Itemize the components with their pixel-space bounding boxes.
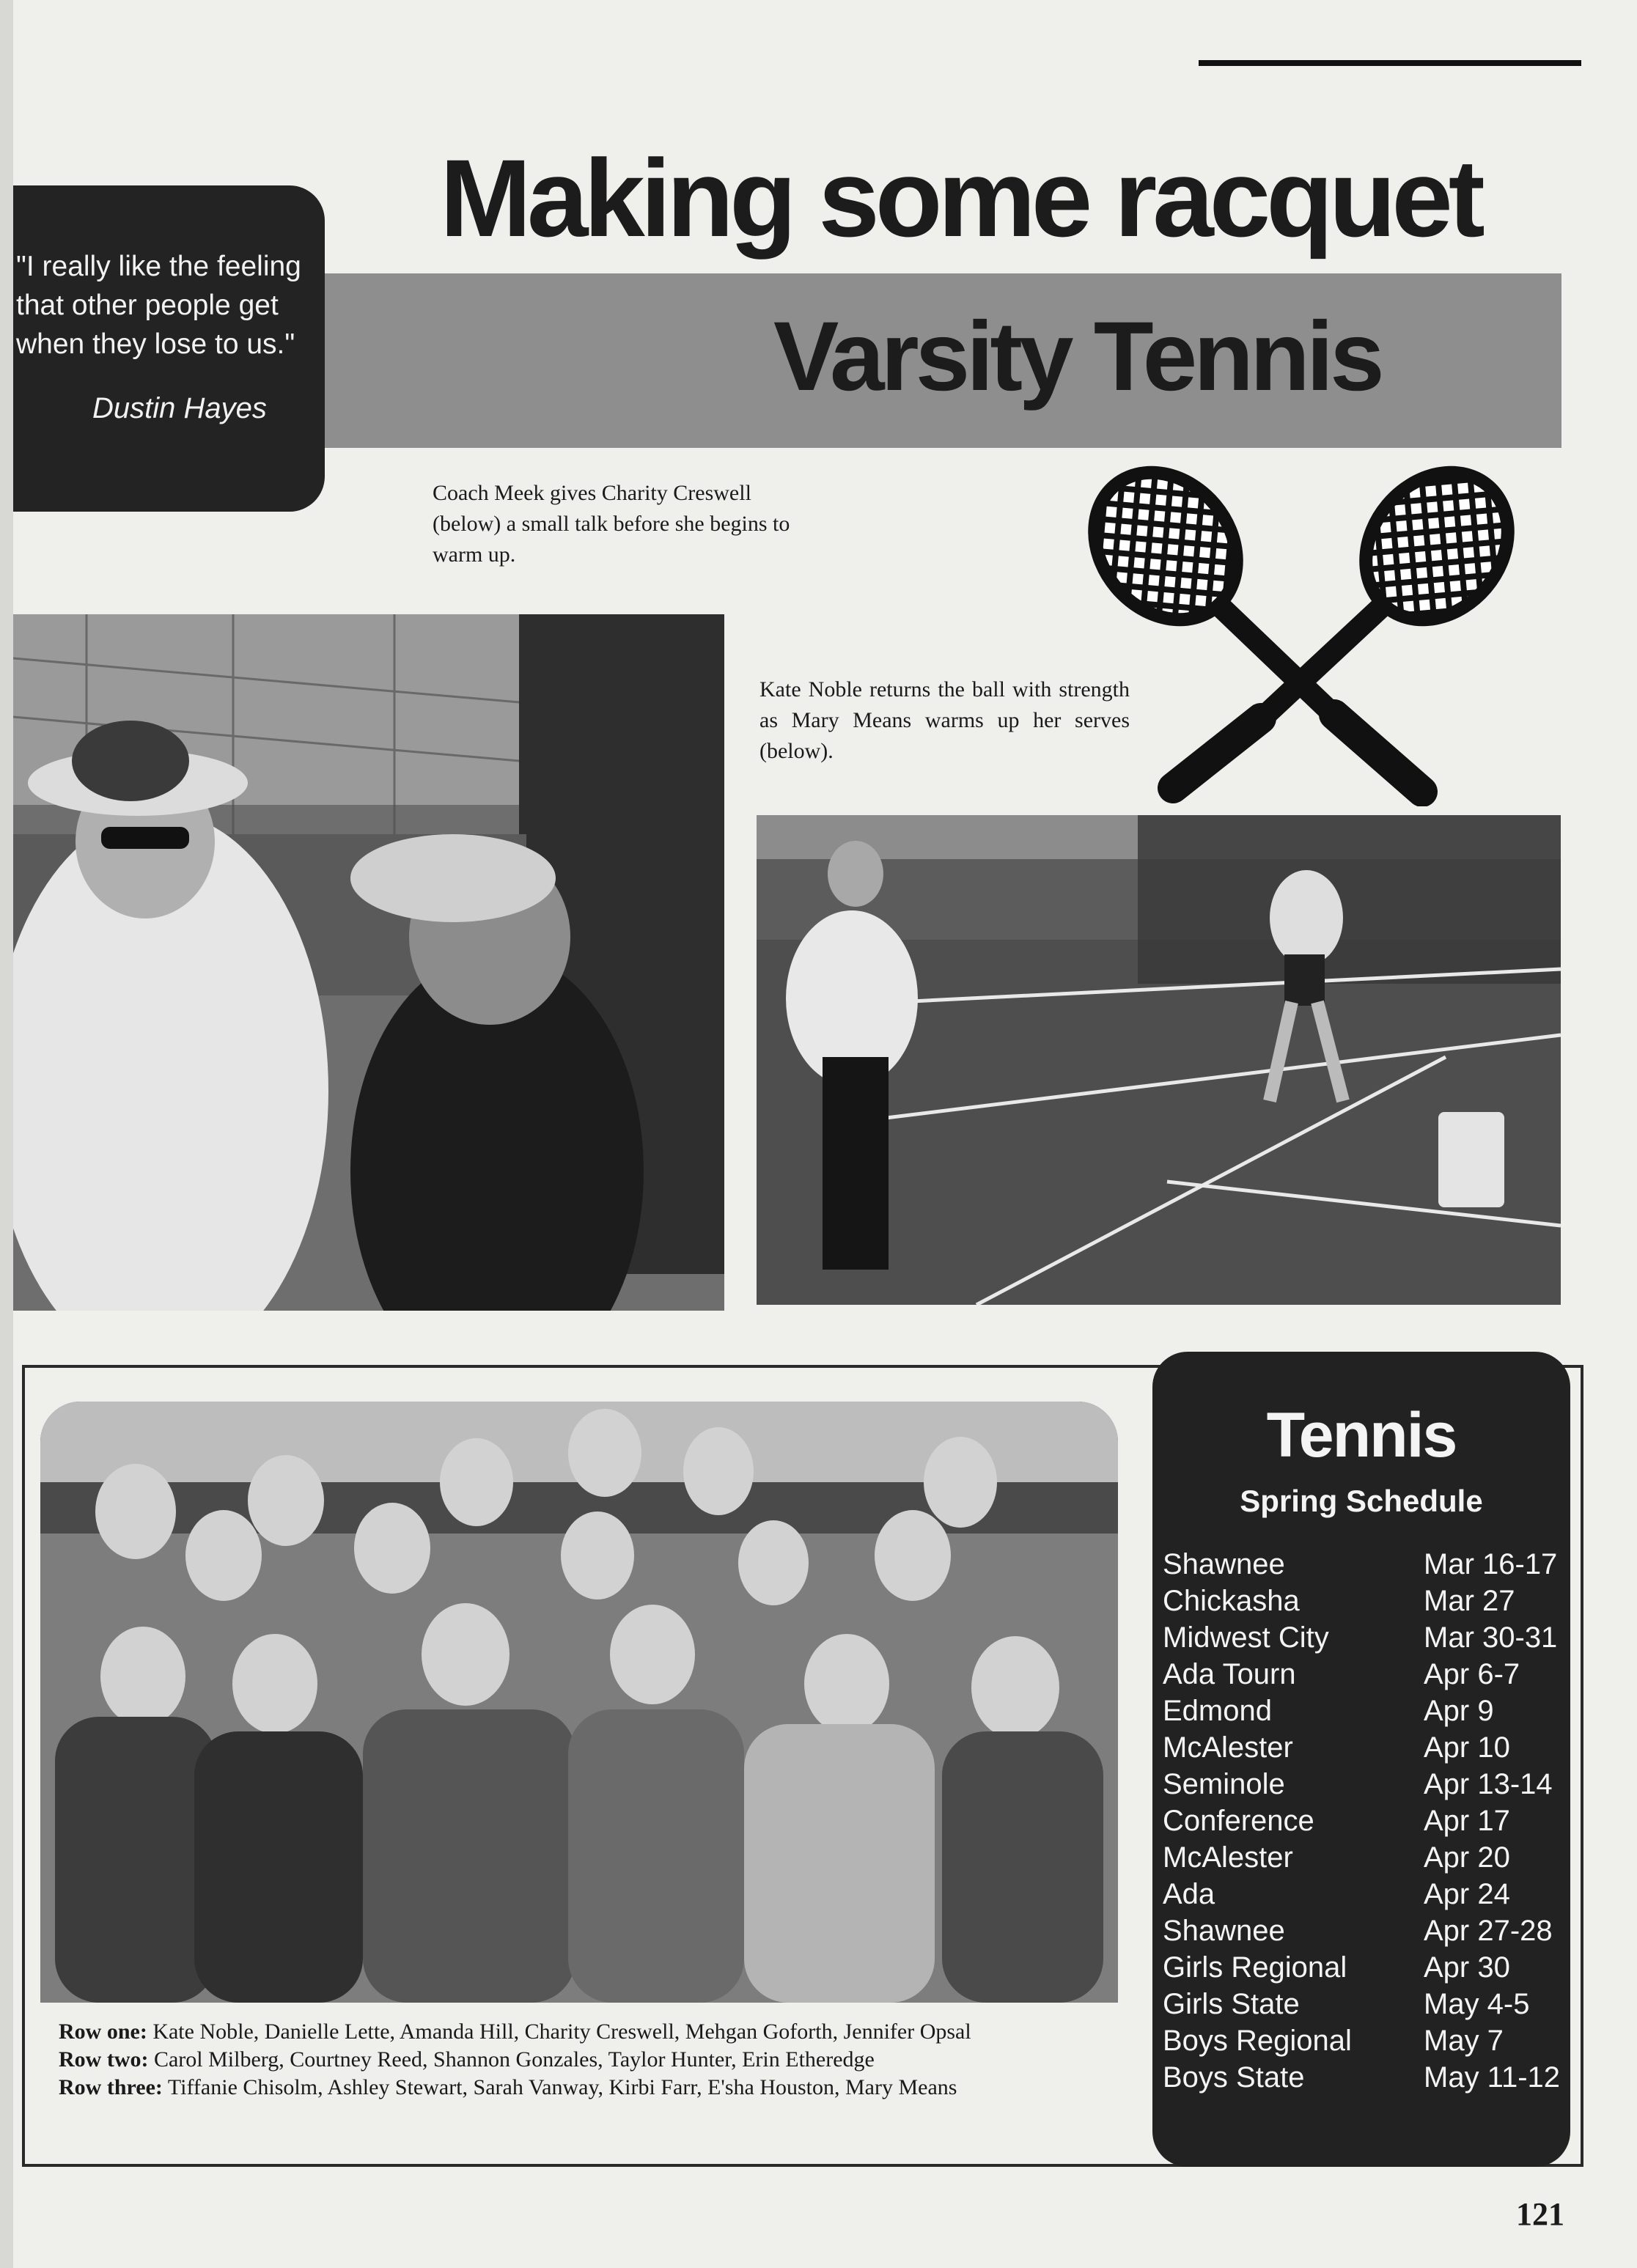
schedule-row [1163,1729,1564,1766]
roster-row-two [59,2046,1129,2074]
schedule-date: Mar 16-17 [1424,1548,1558,1580]
coach-photo [13,614,724,1311]
schedule-opponent: Midwest City [1163,1621,1329,1654]
schedule-opponent: Chickasha [1163,1585,1300,1617]
page-number: 121 [1516,2196,1564,2232]
team-roster [59,2018,1129,2102]
schedule-row [1163,1693,1564,1729]
schedule-date: Apr 24 [1424,1878,1510,1910]
schedule-row [1163,1766,1564,1803]
roster-row-two-label: Row two: [59,2047,149,2072]
schedule-opponent: Shawnee [1163,1915,1285,1947]
roster-row-one [59,2018,1129,2046]
quote-text: "I really like the feeling that other people get when they lose to us." [16,251,301,360]
schedule-date: May 7 [1424,2025,1504,2057]
schedule-opponent: Girls State [1163,1988,1300,2020]
court-photo [757,815,1561,1305]
schedule-date: Apr 27-28 [1424,1915,1553,1947]
page-title: Making some racquet [440,136,1481,259]
schedule-opponent: Shawnee [1163,1548,1285,1580]
schedule-row [1163,1619,1564,1656]
schedule-date: Mar 27 [1424,1585,1515,1617]
schedule-box [1152,1352,1570,2167]
schedule-date: Mar 30-31 [1424,1621,1558,1654]
top-rule [1199,60,1581,66]
schedule-opponent: Edmond [1163,1695,1272,1727]
schedule-row [1163,1986,1564,2022]
roster-row-one-label: Row one: [59,2020,147,2044]
roster-row-three [59,2074,1129,2102]
schedule-row [1163,1546,1564,1583]
schedule-opponent: Conference [1163,1805,1314,1837]
schedule-opponent: McAlester [1163,1731,1293,1764]
schedule-opponent: Ada [1163,1878,1215,1910]
page-subtitle: Varsity Tennis [773,302,1381,411]
schedule-opponent: Boys Regional [1163,2025,1352,2057]
page-binding-edge [0,0,13,2268]
schedule-opponent: Girls Regional [1163,1951,1347,1984]
roster-row-three-label: Row three: [59,2075,163,2099]
team-photo [40,1402,1118,2003]
schedule-row [1163,1803,1564,1839]
schedule-date: May 11-12 [1424,2061,1561,2094]
schedule-row [1163,2022,1564,2059]
schedule-list [1163,1546,1564,2096]
roster-row-two-names: Carol Milberg, Courtney Reed, Shannon Gonzales, Taylor Hunter, Erin Etheredge [153,2047,875,2072]
schedule-date: Apr 9 [1424,1695,1494,1727]
schedule-date: Apr 30 [1424,1951,1510,1984]
schedule-date: Apr 10 [1424,1731,1510,1764]
schedule-row [1163,1656,1564,1693]
schedule-title: Tennis [1266,1400,1457,1470]
schedule-row [1163,2059,1564,2096]
schedule-row [1163,1876,1564,1912]
serve-caption: Kate Noble returns the ball with strength as Mary Means warms up her serves (below). [759,677,1130,763]
crossed-tennis-racquets-icon [1078,451,1525,806]
schedule-date: Apr 17 [1424,1805,1510,1837]
schedule-subtitle: Spring Schedule [1240,1484,1483,1518]
schedule-opponent: Boys State [1163,2061,1305,2094]
coach-caption: Coach Meek gives Charity Creswell (below) a small talk before she begins to warm up. [433,481,790,567]
schedule-row [1163,1949,1564,1986]
quote-author: Dustin Hayes [92,392,267,424]
quote-box [13,185,325,512]
schedule-row [1163,1839,1564,1876]
schedule-row [1163,1912,1564,1949]
schedule-opponent: Ada Tourn [1163,1658,1296,1690]
schedule-opponent: McAlester [1163,1841,1293,1874]
schedule-date: Apr 6-7 [1424,1658,1520,1690]
roster-row-three-names: Tiffanie Chisolm, Ashley Stewart, Sarah Vanway, Kirbi Farr, E'sha Houston, Mary Means [167,2075,957,2099]
schedule-date: Apr 20 [1424,1841,1510,1874]
schedule-row [1163,1583,1564,1619]
schedule-date: Apr 13-14 [1424,1768,1553,1800]
schedule-date: May 4-5 [1424,1988,1530,2020]
roster-row-one-names: Kate Noble, Danielle Lette, Amanda Hill, Charity Creswell, Mehgan Goforth, Jennifer Opsal [152,2020,971,2044]
schedule-opponent: Seminole [1163,1768,1285,1800]
